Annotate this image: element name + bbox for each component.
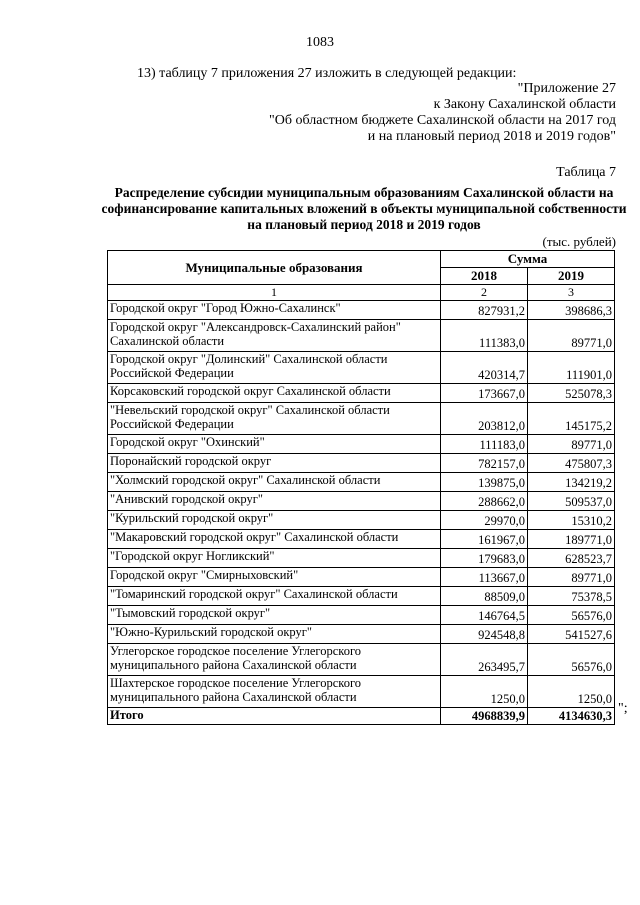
table-row [108, 384, 615, 403]
municipality-name: Поронайский городской округ [108, 454, 441, 473]
value-2018: 179683,0 [441, 549, 528, 568]
value-2019: 398686,3 [528, 301, 615, 320]
municipality-name: Городской округ "Охинский" [108, 435, 441, 454]
value-2019: 628523,7 [528, 549, 615, 568]
value-2018: 263495,7 [441, 644, 528, 676]
index-cell: 1 [108, 285, 441, 301]
value-2019: 111901,0 [528, 352, 615, 384]
subsidy-table [107, 250, 615, 725]
value-2018: 111383,0 [441, 320, 528, 352]
municipality-name: Городской округ "Смирныховский" [108, 568, 441, 587]
value-2019: 145175,2 [528, 403, 615, 435]
closing-mark: "; [618, 701, 628, 716]
table-row [108, 301, 615, 320]
municipality-name: "Холмский городской округ" Сахалинской области [108, 473, 441, 492]
municipality-name: Углегорское городское поселение Углегорского муниципального района Сахалинской области [108, 644, 441, 676]
table-row [108, 492, 615, 511]
units-label: (тыс. рублей) [542, 234, 616, 249]
table-label: Таблица 7 [556, 165, 616, 180]
municipality-name: "Анивский городской округ" [108, 492, 441, 511]
appendix-line: "Приложение 27 [517, 81, 616, 96]
value-2019: 475807,3 [528, 454, 615, 473]
municipality-name: "Невельский городской округ" Сахалинской области Российской Федерации [108, 403, 441, 435]
value-2018: 782157,0 [441, 454, 528, 473]
value-2018: 1250,0 [441, 676, 528, 708]
table-row [108, 549, 615, 568]
municipality-name: Городской округ "Долинский" Сахалинской области Российской Федерации [108, 352, 441, 384]
value-2018: 88509,0 [441, 587, 528, 606]
total-2018: 4968839,9 [441, 708, 528, 725]
appendix-header [269, 81, 616, 145]
municipality-name: Корсаковский городской округ Сахалинской области [108, 384, 441, 403]
header-sum: Сумма [441, 251, 615, 268]
municipality-name: Городской округ "Город Южно-Сахалинск" [108, 301, 441, 320]
value-2018: 420314,7 [441, 352, 528, 384]
municipality-name: "Тымовский городской округ" [108, 606, 441, 625]
table-row [108, 511, 615, 530]
municipality-name: Шахтерское городское поселение Углегорского муниципального района Сахалинской области [108, 676, 441, 708]
value-2019: 541527,6 [528, 625, 615, 644]
value-2019: 509537,0 [528, 492, 615, 511]
table-row [108, 676, 615, 708]
index-cell: 3 [528, 285, 615, 301]
municipality-name: "Макаровский городской округ" Сахалинской области [108, 530, 441, 549]
total-label: Итого [108, 708, 441, 725]
value-2018: 288662,0 [441, 492, 528, 511]
table-row [108, 320, 615, 352]
municipality-name: "Курильский городской округ" [108, 511, 441, 530]
table-title: Распределение субсидии муниципальным образованиям Сахалинской области на софинансирование капитальных вложений в объекты муниципальной собственности на плановый период 2018 и 2019 годов [101, 185, 627, 232]
table-row [108, 625, 615, 644]
appendix-line: к Закону Сахалинской области [433, 97, 616, 112]
value-2019: 1250,0 [528, 676, 615, 708]
value-2019: 89771,0 [528, 568, 615, 587]
value-2018: 161967,0 [441, 530, 528, 549]
table-row [108, 606, 615, 625]
value-2019: 525078,3 [528, 384, 615, 403]
value-2018: 111183,0 [441, 435, 528, 454]
value-2018: 139875,0 [441, 473, 528, 492]
table-row [108, 587, 615, 606]
table-row [108, 403, 615, 435]
header-year-2018: 2018 [441, 268, 528, 285]
total-row [108, 708, 615, 725]
value-2018: 113667,0 [441, 568, 528, 587]
header-municipalities: Муниципальные образования [108, 251, 441, 285]
header-year-2019: 2019 [528, 268, 615, 285]
municipality-name: "Южно-Курильский городской округ" [108, 625, 441, 644]
table-row [108, 644, 615, 676]
value-2019: 56576,0 [528, 606, 615, 625]
table-row [108, 435, 615, 454]
table-row [108, 473, 615, 492]
index-cell: 2 [441, 285, 528, 301]
municipality-name: "Томаринский городской округ" Сахалинской области [108, 587, 441, 606]
value-2019: 15310,2 [528, 511, 615, 530]
value-2019: 89771,0 [528, 435, 615, 454]
instruction-text: 13) таблицу 7 приложения 27 изложить в следующей редакции: [137, 66, 517, 81]
value-2019: 56576,0 [528, 644, 615, 676]
table-row [108, 530, 615, 549]
municipality-name: "Городской округ Ногликский" [108, 549, 441, 568]
value-2018: 203812,0 [441, 403, 528, 435]
value-2019: 189771,0 [528, 530, 615, 549]
municipality-name: Городской округ "Александровск-Сахалинский район" Сахалинской области [108, 320, 441, 352]
value-2018: 924548,8 [441, 625, 528, 644]
appendix-line: "Об областном бюджете Сахалинской области на 2017 год [269, 113, 616, 128]
table-row [108, 454, 615, 473]
value-2019: 89771,0 [528, 320, 615, 352]
value-2019: 75378,5 [528, 587, 615, 606]
value-2018: 827931,2 [441, 301, 528, 320]
table-row [108, 352, 615, 384]
value-2019: 134219,2 [528, 473, 615, 492]
table-row [108, 568, 615, 587]
page-number: 1083 [306, 35, 334, 50]
total-2019: 4134630,3 [528, 708, 615, 725]
appendix-line: и на плановый период 2018 и 2019 годов" [367, 129, 616, 144]
value-2018: 146764,5 [441, 606, 528, 625]
value-2018: 29970,0 [441, 511, 528, 530]
value-2018: 173667,0 [441, 384, 528, 403]
